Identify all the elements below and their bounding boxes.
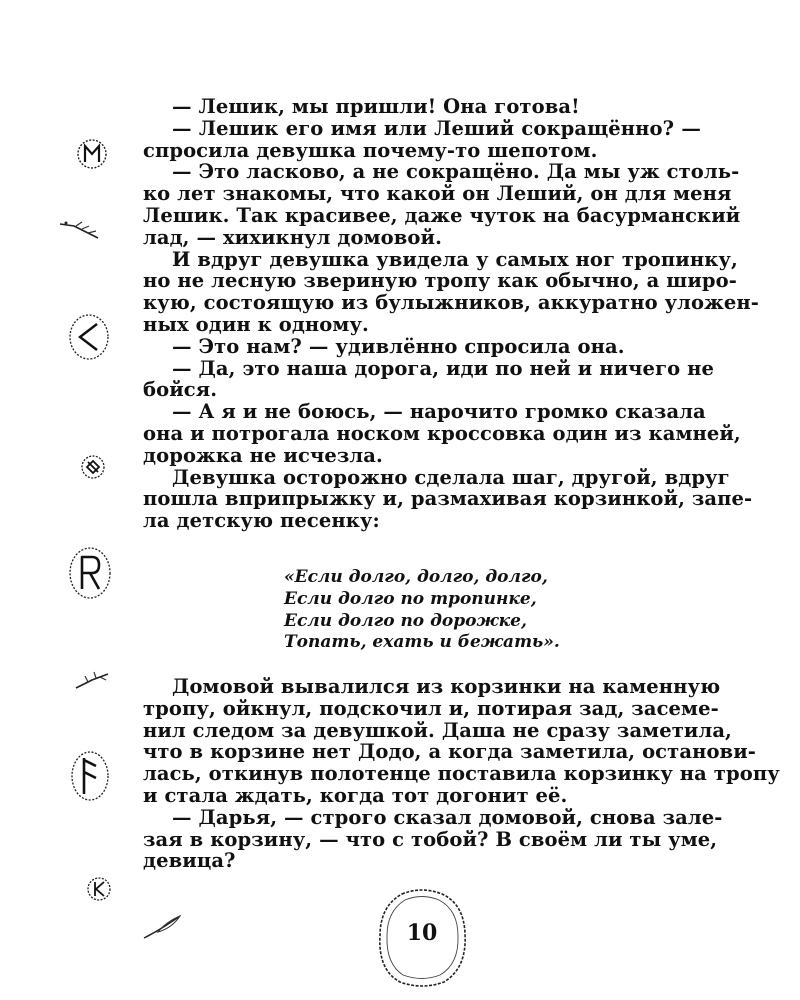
rune-raidho-icon bbox=[66, 545, 114, 601]
paragraph-line: девица? bbox=[143, 849, 236, 873]
paragraph-line: нил следом за девушкой. Даша не сразу заметила, bbox=[143, 718, 732, 742]
paragraph-line: кую, состоящую из булыжников, аккуратно уложен- bbox=[143, 291, 759, 315]
page-number: 10 bbox=[406, 920, 438, 946]
paragraph-line: — Дарья, — строго сказал домовой, снова зале- bbox=[172, 805, 723, 829]
rune-mannaz-icon bbox=[74, 136, 110, 172]
page-number-frame bbox=[372, 886, 472, 990]
paragraph-line: бойся. bbox=[143, 378, 218, 402]
paragraph-line: лась, откинув полотенце поставила корзинку на тропу bbox=[143, 762, 780, 786]
paragraph-line: зая в корзину, — что с тобой? В своём ли ты уме, bbox=[143, 827, 718, 851]
paragraph-line: Девушка осторожно сделала шаг, другой, вдруг bbox=[172, 465, 730, 489]
verse-line: «Если долго, долго, долго, bbox=[284, 567, 548, 587]
paragraph-line: — Лешик его имя или Леший сокращённо? — bbox=[172, 116, 701, 140]
paragraph-line: что в корзине нет Додо, а когда заметила, останови- bbox=[143, 740, 756, 764]
text-block-1 bbox=[143, 95, 759, 533]
leaf-doodle-icon bbox=[140, 908, 188, 944]
feather-doodle-icon bbox=[56, 214, 104, 244]
branch-doodle-icon bbox=[72, 666, 112, 694]
paragraph-line: — Это ласково, а не сокращёно. Да мы уж столь- bbox=[172, 160, 740, 184]
paragraph-line: — Лешик, мы пришли! Она готова! bbox=[172, 95, 580, 118]
paragraph-line: — Да, это наша дорога, иди по ней и ничего не bbox=[172, 356, 714, 380]
paragraph-line: лад, — хихикнул домовой. bbox=[143, 225, 442, 249]
paragraph-line: пошла вприпрыжку и, размахивая корзинкой, запе- bbox=[143, 487, 753, 511]
rune-kenaz-icon bbox=[66, 312, 112, 362]
verse-line: Если долго по дорожке, bbox=[284, 610, 527, 631]
paragraph-line: и стала ждать, когда тот догонит её. bbox=[143, 783, 568, 807]
paragraph-line: ко лет знакомы, что какой он Леший, он для меня bbox=[143, 182, 732, 206]
paragraph-line: тропу, ойкнул, подскочил и, потирая зад, засеме- bbox=[143, 696, 719, 720]
paragraph-line: ла детскую песенку: bbox=[143, 509, 380, 533]
rune-fehu-icon bbox=[68, 748, 112, 804]
paragraph-line: спросила девушка почему-то шепотом. bbox=[143, 138, 598, 162]
paragraph-line: дорожка не исчезла. bbox=[143, 443, 383, 467]
text-block-2 bbox=[143, 675, 780, 873]
paragraph-line: Домовой вывалился из корзинки на каменную bbox=[172, 675, 721, 698]
rune-ingwaz-icon bbox=[78, 452, 108, 482]
rune-kaun-icon bbox=[84, 874, 114, 904]
paragraph-line: но не лесную звериную тропу как обычно, а широ- bbox=[143, 269, 737, 293]
paragraph-line: — Это нам? — удивлённо спросила она. bbox=[172, 334, 625, 358]
paragraph-line: — А я и не боюсь, — нарочито громко сказала bbox=[172, 400, 706, 424]
song-verse bbox=[284, 567, 584, 654]
verse-line: Топать, ехать и бежать». bbox=[284, 632, 560, 653]
verse-line: Если долго по тропинке, bbox=[284, 588, 537, 609]
paragraph-line: она и потрогала носком кроссовка один из камней, bbox=[143, 421, 741, 445]
paragraph-line: ных один к одному. bbox=[143, 312, 369, 336]
paragraph-line: Лешик. Так красивее, даже чуток на басурманский bbox=[143, 203, 741, 227]
paragraph-line: И вдруг девушка увидела у самых ног тропинку, bbox=[172, 247, 738, 271]
